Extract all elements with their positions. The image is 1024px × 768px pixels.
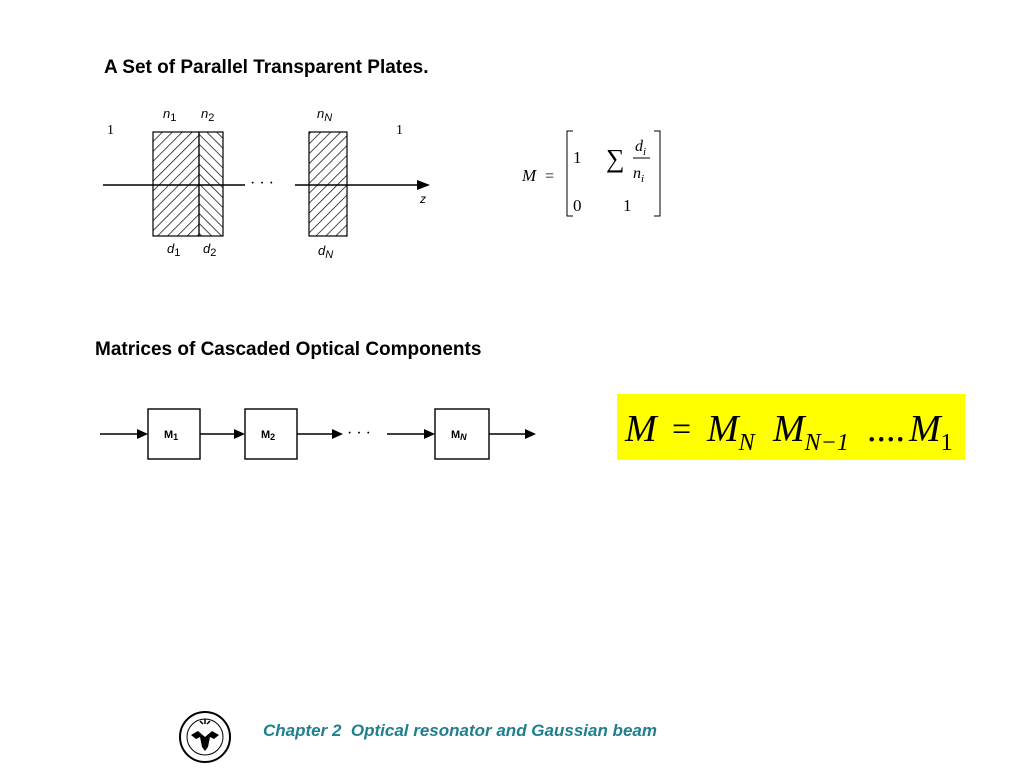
heading-parallel-plates: A Set of Parallel Transparent Plates. (104, 57, 429, 78)
matrix-equals: = (545, 168, 555, 185)
d1-label: $d_1$ (167, 241, 181, 259)
plate-1 (153, 132, 199, 236)
university-seal-icon (178, 709, 232, 765)
matrix-a22: 1 (623, 196, 632, 215)
matrix-lhs: M (522, 166, 537, 185)
axis-arrowhead-icon (417, 180, 430, 190)
dN-label: $d_N$ (318, 243, 334, 261)
arrowhead-icon (332, 429, 343, 439)
nN-label: $n_N$ (317, 106, 333, 124)
product-dots: .... (867, 408, 905, 450)
d2-label: $d_2$ (203, 241, 217, 259)
plate-n (309, 132, 347, 236)
cascaded-components-diagram (95, 400, 545, 470)
product-equals: = (672, 411, 692, 448)
matrix-a21: 0 (573, 196, 582, 215)
matrix-block-1-label: M1 (164, 429, 179, 442)
axis-ellipsis: · · · (250, 175, 274, 192)
matrix-a12-denominator: $n_i$ (633, 165, 645, 185)
n1-label: $n_1$ (163, 106, 177, 124)
product-term-n: $M_N$ (707, 408, 755, 456)
transfer-matrix-formula (515, 125, 675, 225)
footer-title: Optical resonator and Gaussian beam (350, 721, 657, 740)
matrix-block-2-label: M2 (261, 429, 276, 442)
arrowhead-icon (234, 429, 245, 439)
matrix-a11: 1 (573, 148, 582, 167)
matrix-block-n-label: MN (451, 429, 467, 442)
cascade-ellipsis: · · · (347, 425, 371, 442)
product-term-n-minus-1: $M_{N-1}$ (773, 408, 849, 456)
arrowhead-icon (525, 429, 536, 439)
right-medium-index: 1 (396, 123, 403, 138)
matrix-sum-symbol: ∑ (606, 144, 625, 173)
heading-cascaded-components: Matrices of Cascaded Optical Components (95, 339, 482, 360)
matrix-right-bracket (654, 131, 660, 216)
footer-chapter-title (263, 721, 657, 741)
left-medium-index: 1 (107, 123, 114, 138)
matrix-a12-numerator: $d_i$ (635, 138, 647, 158)
product-formula (617, 394, 965, 460)
footer-chapter: Chapter 2 (263, 721, 342, 740)
product-term-1: $M_1$ (909, 408, 953, 456)
arrowhead-icon (424, 429, 435, 439)
n2-label: $n_2$ (201, 106, 215, 124)
product-lhs: M (625, 408, 657, 450)
product-formula-highlight (617, 394, 965, 460)
plate-2 (199, 132, 223, 236)
parallel-plates-diagram (95, 100, 440, 270)
axis-z-label: z (420, 192, 426, 206)
arrowhead-icon (137, 429, 148, 439)
